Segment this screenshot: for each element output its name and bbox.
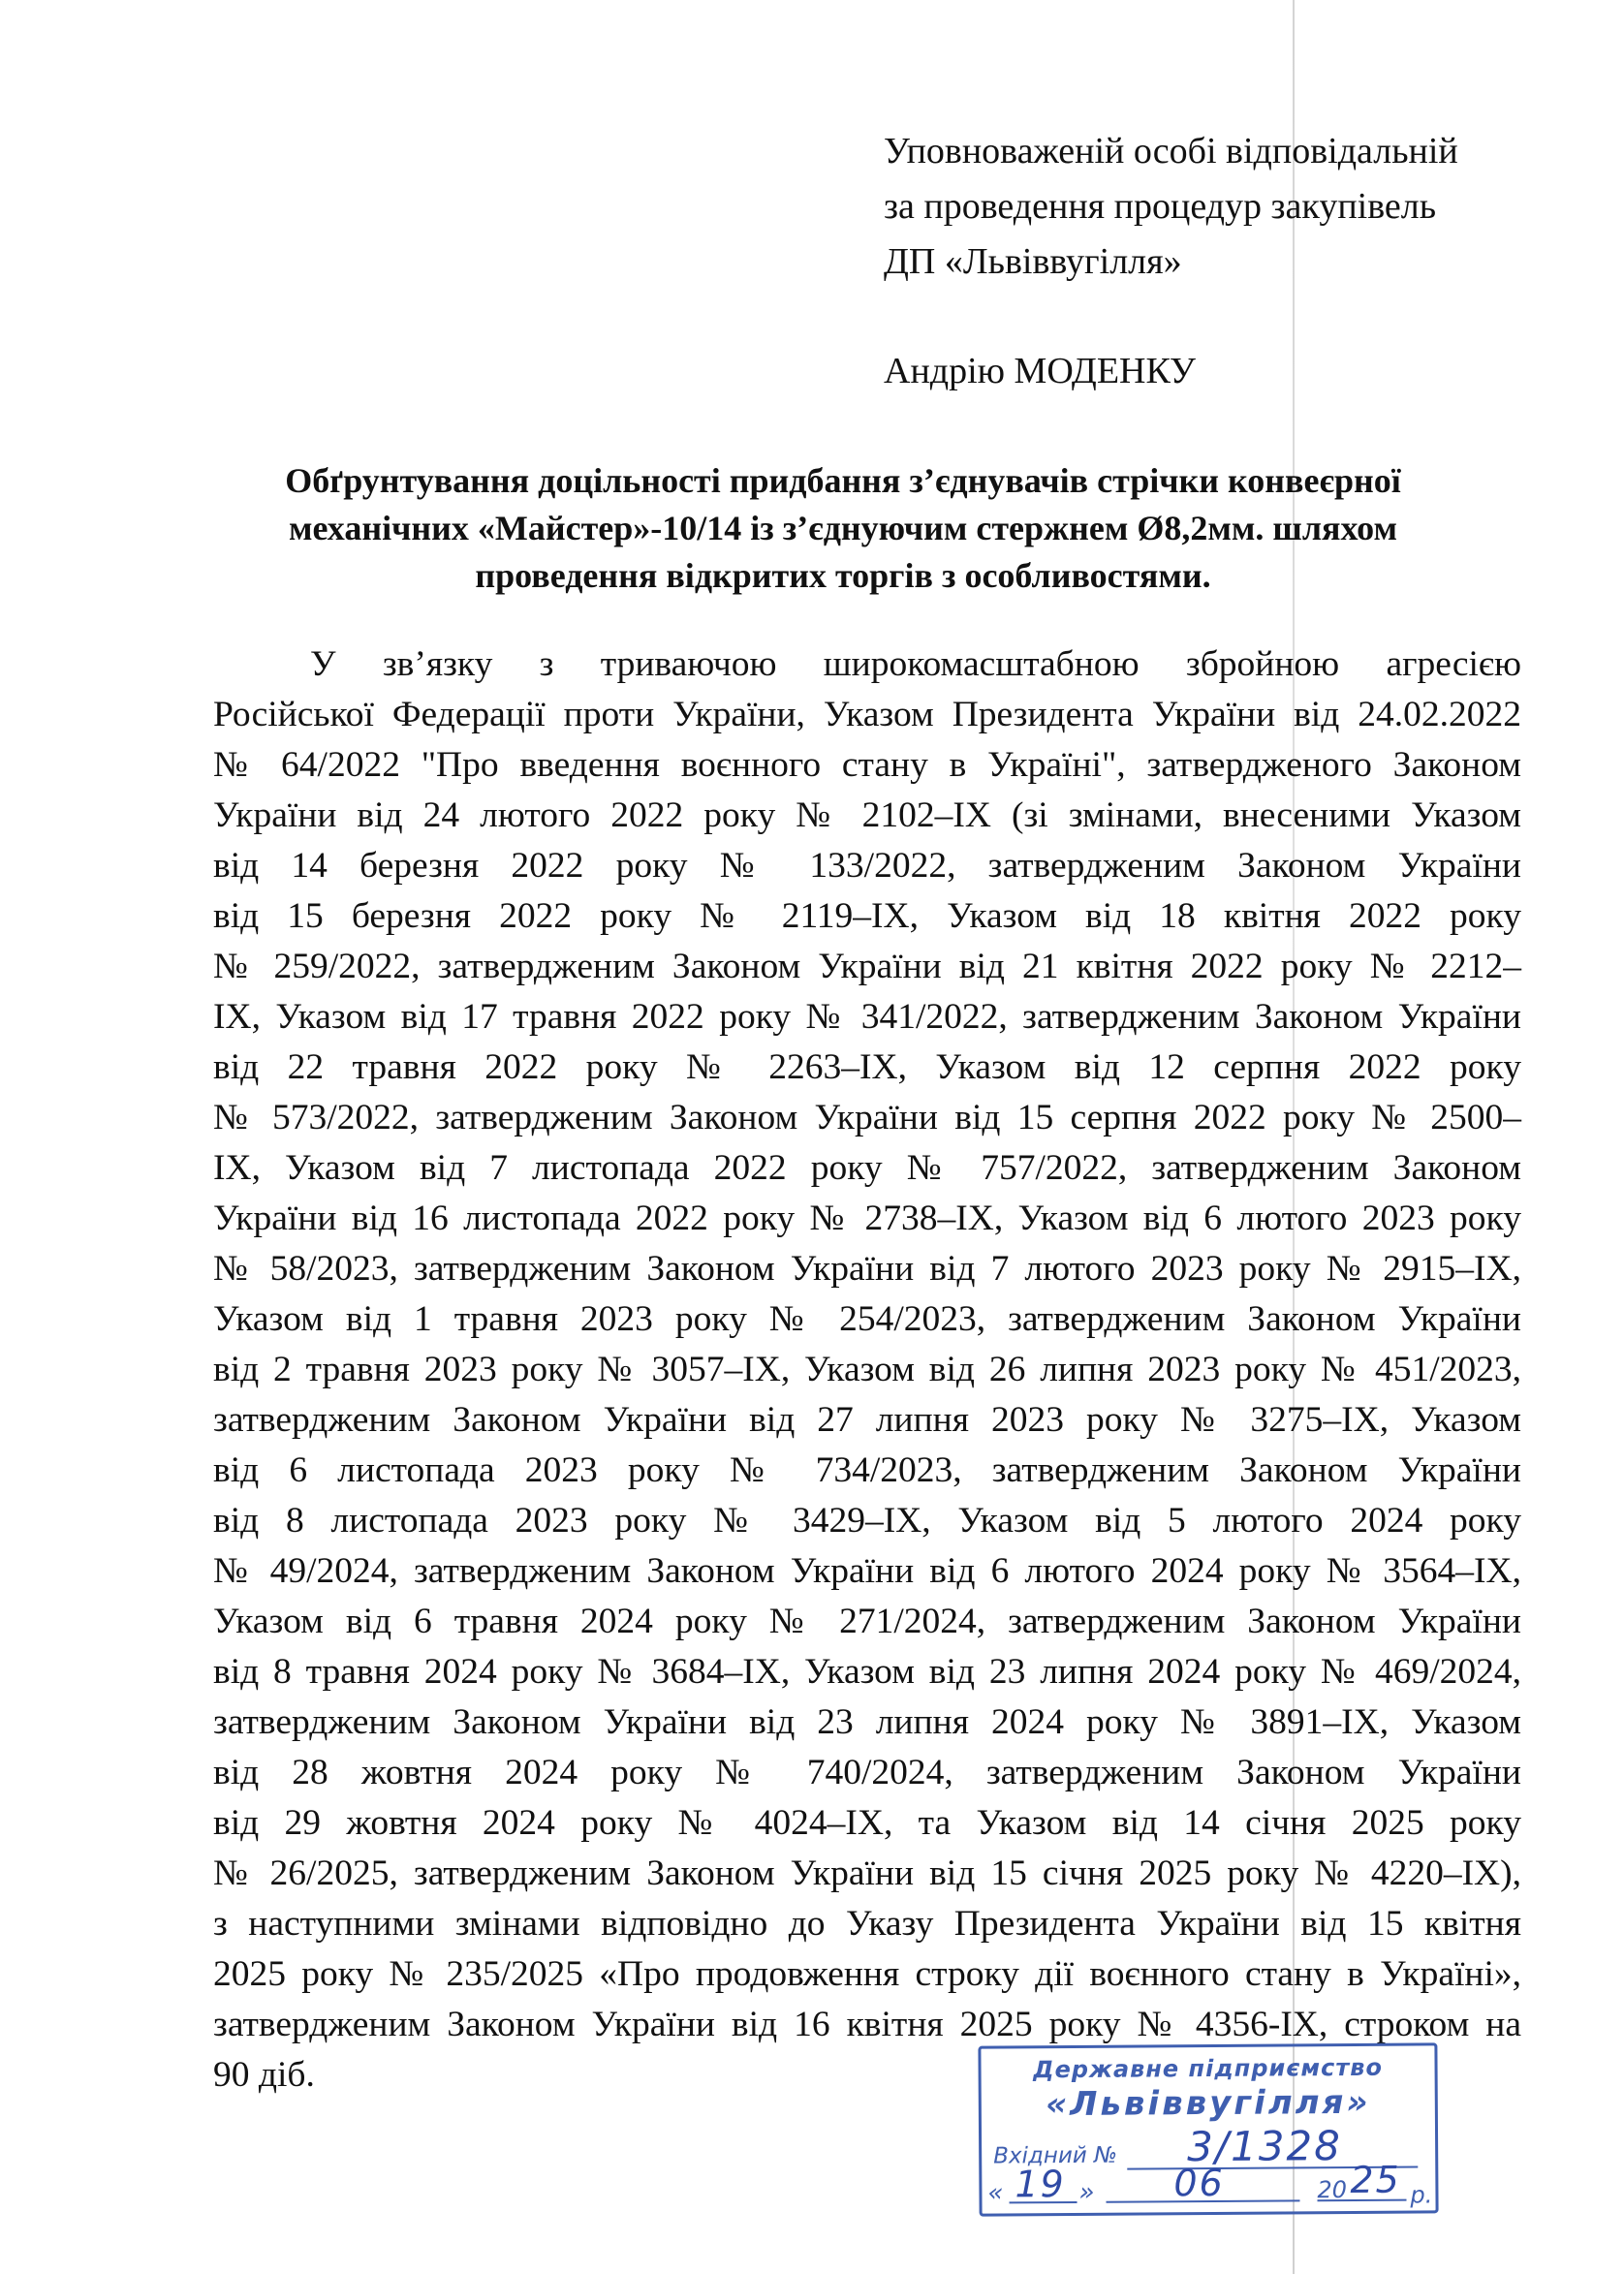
body-line: Указом від 1 травня 2023 року № 254/2023, затвердженим Законом України [213, 1299, 1521, 1339]
body-line: № 573/2022, затвердженим Законом України від 15 серпня 2022 року № 2500– [213, 1098, 1521, 1137]
body-line: № 259/2022, затвердженим Законом України від 21 квітня 2022 року № 2212– [213, 947, 1521, 986]
body-line: з наступними змінами відповідно до Указу Президента України від 15 квітня [213, 1904, 1521, 1944]
stamp-year-suffix: р. [1410, 2181, 1433, 2209]
body-line: України від 24 лютого 2022 року № 2102–IX (зі змінами, внесеними Указом [213, 795, 1521, 835]
body-line: № 64/2022 "Про введення воєнного стану в Україні", затвердженого Законом [213, 745, 1521, 785]
body-line: від 28 жовтня 2024 року № 740/2024, затвердженим Законом України [213, 1753, 1521, 1792]
stamp-organization: Державне підприємство [1033, 2053, 1384, 2084]
body-line: № 58/2023, затвердженим Законом України від 7 лютого 2023 року № 2915–IX, [213, 1249, 1521, 1289]
addressee-line: ДП «Львіввугілля» [884, 241, 1182, 282]
body-line: затвердженим Законом України від 23 липня 2024 року № 3891–IX, Указом [213, 1702, 1521, 1742]
body-line: 90 діб. [213, 2055, 315, 2095]
body-line: від 8 травня 2024 року № 3684–IX, Указом від 23 липня 2024 року № 469/2024, [213, 1652, 1521, 1692]
body-line: затвердженим Законом України від 27 липня 2023 року № 3275–IX, Указом [213, 1400, 1521, 1440]
stamp-year: 25 [1350, 2158, 1401, 2201]
stamp-quote-close: » [1078, 2177, 1095, 2207]
stamp-year-prefix: 20 [1317, 2176, 1348, 2204]
stamp-company-name: «Львіввугілля» [1045, 2082, 1371, 2125]
body-line: від 15 березня 2022 року № 2119–IX, Указом від 18 квітня 2022 року [213, 896, 1521, 936]
body-line: Російської Федерації проти України, Указом Президента України від 24.02.2022 [213, 695, 1521, 734]
body-line: від 22 травня 2022 року № 2263–IX, Указом від 12 серпня 2022 року [213, 1047, 1521, 1087]
body-line: № 49/2024, затвердженим Законом України від 6 лютого 2024 року № 3564–IX, [213, 1551, 1521, 1591]
addressee-line: Уповноваженій особі відповідальній [884, 131, 1458, 171]
addressee-line: за проведення процедур закупівель [884, 186, 1437, 227]
body-line: 2025 року № 235/2025 «Про продовження строку дії воєнного стану в Україні», [213, 1954, 1521, 1994]
body-line: Указом від 6 травня 2024 року № 271/2024, затвердженим Законом України [213, 1602, 1521, 1641]
stamp-month: 06 [1173, 2161, 1225, 2205]
addressee-name: Андрію МОДЕНКУ [884, 351, 1196, 391]
stamp-incoming-label: Вхідний № [993, 2142, 1118, 2169]
body-line: IX, Указом від 17 травня 2022 року № 341/2022, затвердженим Законом України [213, 997, 1521, 1037]
body-line: від 14 березня 2022 року № 133/2022, затвердженим Законом України [213, 846, 1521, 886]
stamp-quote-open: « [987, 2178, 1004, 2208]
addressee-block [884, 124, 1543, 399]
stamp-incoming-number: 3/1328 [1186, 2122, 1343, 2171]
body-line: України від 16 листопада 2022 року № 2738–IX, Указом від 6 лютого 2023 року [213, 1199, 1521, 1238]
body-line: від 2 травня 2023 року № 3057–IX, Указом від 26 липня 2023 року № 451/2023, [213, 1350, 1521, 1389]
document-title [194, 457, 1492, 600]
body-line: від 29 жовтня 2024 року № 4024–IX, та Указом від 14 січня 2025 року [213, 1803, 1521, 1843]
body-line: від 8 листопада 2023 року № 3429–IX, Указом від 5 лютого 2024 року [213, 1501, 1521, 1541]
body-line: від 6 листопада 2023 року № 734/2023, затвердженим Законом України [213, 1450, 1521, 1490]
stamp-day: 19 [1015, 2163, 1066, 2206]
incoming-stamp [978, 2042, 1438, 2216]
body-line: IX, Указом від 7 листопада 2022 року № 757/2022, затвердженим Законом [213, 1148, 1521, 1188]
body-line: У зв’язку з триваючою широкомасштабною збройною агресією [310, 644, 1521, 684]
title-line: Обґрунтування доцільності придбання з’єднувачів стрічки конвеєрної [285, 461, 1401, 500]
title-line: механічних «Майстер»-10/14 із з’єднуючим стержнем Ø8,2мм. шляхом [289, 509, 1397, 547]
body-line: затвердженим Законом України від 16 квітня 2025 року № 4356-IX, строком на [213, 2005, 1521, 2044]
body-line: № 26/2025, затвердженим Законом України від 15 січня 2025 року № 4220–IX), [213, 1853, 1521, 1893]
title-line: проведення відкритих торгів з особливостями. [475, 556, 1211, 595]
body-paragraph [213, 639, 1521, 2101]
